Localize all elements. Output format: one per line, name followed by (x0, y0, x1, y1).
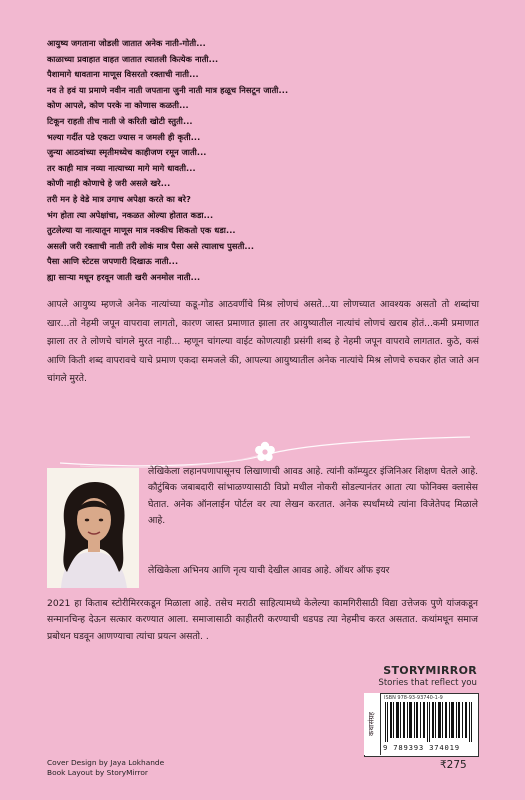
isbn-caption: ISBN 978-93-93740-1-9 (384, 695, 443, 701)
book-blurb: आपले आयुष्य म्हणजे अनेक नात्यांच्या कडू-गोड आठवणींचे मिश्र लोणचं असते...या लोणच्यात आवश्यक असतो तो शब्दांचा खार...तो नेहमी जपून वापरावा लागतो, कारण जास्त प्रमाणात झाला तर आयुष्यातील नात्यांचं लोणचं खराब होतं...कमी प्रमाणात झाला तर ते लोणचे चांगले मुरत नाही... म्हणून चांगल्या वाईट कोणत्याही प्रसंगी शब्द हे नेहमी जपून वापरावे लागतात. कुठे, कसं आणि किती शब्द वापरावचे याचे प्रमाण एकदा समजले की, आपल्या आयुष्यातील अनेक नात्यांचे मिश्र लोणचे रुचकर होत जाते अन चांगले मुरते. (47, 299, 479, 385)
barcode-icon (385, 702, 473, 742)
poem-line: टिकून राहती तीच नाती जे करिती खोटी स्तुती... (47, 115, 193, 126)
book-layout-credit: Book Layout by StoryMirror (47, 768, 148, 777)
author-bio-paragraph-2-rest: 2021 हा किताब स्टोरीमिररकडून मिळाला आहे. तसेच मराठी साहित्यामध्ये केलेल्या कामगिरीसाठी विद्या उत्तेजक पुणे यांजकडून सन्मानचिन्ह देऊन सत्कार करण्यात आला. समाजासाठी काहीतरी करण्याची धडपड त्या नेहमीच करत असतात. कथांमधून समाज प्रबोधन घडवून आणण्याचा त्यांचा प्रयत्न असतो. . (47, 598, 478, 642)
poem-line: आयुष्य जगताना जोडली जातात अनेक नाती-गोती... (47, 38, 206, 48)
poem-line: कोण आपले, कोण परके ना कोणास कळती... (47, 100, 189, 111)
genre-label-text: कथासंग्रह (367, 711, 376, 737)
poem-line: तरी मन हे वेडे मात्र उगाच अपेक्षा करते का बरे? (47, 193, 191, 204)
author-bio-paragraph-2-lead: लेखिकेला अभिनय आणि नृत्य याची देखील आवड आहे. ऑथर ऑफ इयर (148, 565, 390, 576)
book-price: ₹275 (440, 759, 467, 771)
poem-line: पैसा आणि स्टेटस जपणारी दिखाऊ नाती... (47, 256, 179, 267)
cover-design-credit: Cover Design by Jaya Lokhande (47, 758, 165, 767)
genre-label (364, 693, 381, 755)
author-bio-paragraph-1: लेखिकेला लहानपणापासूनच लिखाणाची आवड आहे. त्यांनी कॉम्प्युटर इंजिनिअर शिक्षण घेतले आहे. कौटुंबिक जबाबदारी सांभाळण्यासाठी विप्रो मधील नोकरी सोडल्यानंतर आता त्या फोनिक्स क्लासेस घेतात. अनेक ऑनलाईन पोर्टल वर त्या लेखन करतात. अनेक स्पर्धांमध्ये त्यांना विजेतेपद मिळाले आहे. (148, 466, 478, 527)
publisher-logo (355, 664, 477, 688)
poem-line: तर काही मात्र नव्या नात्याच्या मागे मागे धावती... (47, 162, 196, 173)
isbn-number: 9 789393 374019 (383, 743, 460, 752)
poem-line: असली जरी रक्ताची नाती तरी लोकं मात्र पैसा असे त्यालाच पुसती... (47, 240, 255, 251)
publisher-tagline: Stories that reflect you (378, 678, 477, 688)
poem-line: नव ते हवं या प्रमाणे नवीन नाती जपताना जुनी नाती मात्र हळूच निसटून जाती... (47, 84, 289, 95)
poem-line: भंग होता त्या अपेक्षांचा, नकळत ओल्या होतात कडा... (47, 209, 214, 220)
poem-line: तुटलेल्या या नात्यातून माणूस मात्र नक्कीच शिकतो एक धडा... (47, 225, 236, 236)
poem-block (47, 36, 487, 286)
publisher-name: STORYMIRROR (383, 664, 477, 677)
author-photo (47, 468, 139, 588)
poem-line: काळाच्या प्रवाहात वाहत जातात त्यातली कित्येक नाती... (47, 53, 219, 64)
poem-line: ह्या साऱ्या मधून हरवून जाती खरी अनमोल नाती... (47, 271, 201, 282)
poem-line: जुन्या आठवांच्या स्मृतीमध्येच काहीजण रमून जाती... (47, 147, 207, 158)
poem-line: पैशामागे धावताना माणूस विसरतो रक्ताची नाती... (47, 69, 199, 80)
poem-line: कोणी नाही कोणाचे हे जरी असले खरे... (47, 178, 171, 189)
poem-line: भल्या गर्दीत पडे एकटा ज्यास न जमली ही कृती... (47, 131, 201, 142)
